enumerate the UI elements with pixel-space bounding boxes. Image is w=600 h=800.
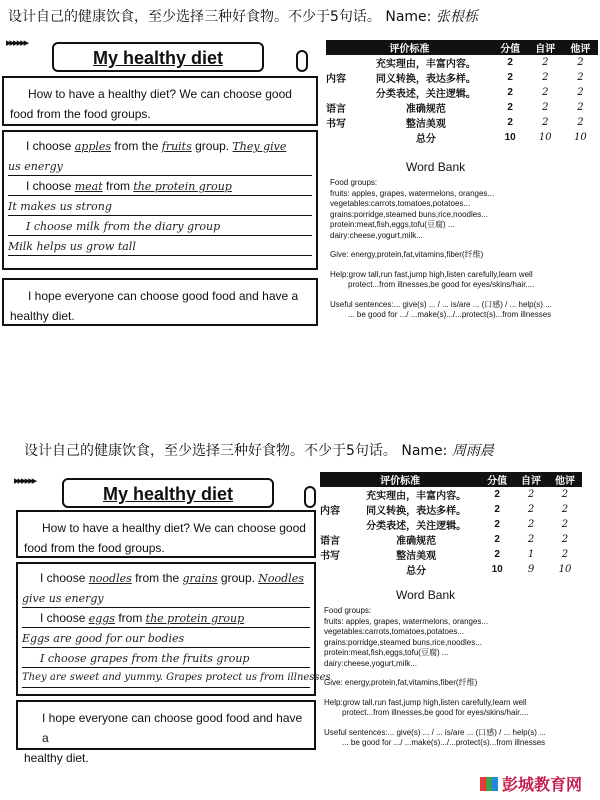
header-self: 自评 [528, 40, 563, 55]
worksheet-2 [0, 430, 600, 765]
row-category: 内容 [326, 74, 346, 85]
text: group. [220, 571, 255, 585]
row-desc: 准确规范 [396, 536, 437, 547]
row-category: 语言 [326, 104, 346, 115]
answer-box [16, 562, 331, 696]
wb-useful-2: ... be good for .../ ...make(s).../...protect(s)...from illnesses [342, 738, 546, 747]
wb-line: vegetables:carrots,tomatoes,potatoes... [324, 627, 465, 636]
row-category [320, 487, 352, 502]
row-category: 书写 [326, 119, 346, 130]
arrow-decoration: ▸▸▸▸▸▸ [14, 475, 36, 487]
wb-help-1: Help:grow tall,run fast,jump high,listen carefully,learn well [330, 269, 533, 279]
question-line-2: food from the food groups. [10, 107, 151, 121]
divider [330, 241, 552, 250]
row-self: 2 [527, 489, 535, 500]
wb-help-1: Help:grow tall,run fast,jump high,listen carefully,learn well [324, 697, 527, 707]
row-score: 10 [504, 132, 516, 143]
row-category [320, 562, 352, 577]
row-category: 语言 [320, 536, 340, 547]
rubric-row [326, 115, 598, 130]
text: I choose [40, 571, 86, 585]
page-title: My healthy diet [92, 48, 224, 68]
row-self: 2 [527, 504, 535, 515]
question-line-1: How to have a healthy diet? We can choose good [28, 87, 292, 101]
wb-help-2: protect...from illnesses,be good for eyes/skins/hair.... [342, 708, 529, 717]
row-desc: 总分 [406, 566, 427, 577]
wb-give: Give: energy,protein,fat,vitamins,fiber(纤维) [330, 250, 484, 259]
row-peer: 2 [577, 102, 584, 113]
text: I choose [26, 139, 72, 153]
word-bank [330, 178, 552, 321]
header-score: 分值 [493, 40, 528, 55]
rubric-total-row [326, 130, 598, 145]
row-category: 书写 [320, 551, 340, 562]
row-peer: 2 [561, 519, 569, 530]
row-peer: 10 [574, 132, 587, 143]
text: from the [114, 139, 159, 153]
row-self: 2 [527, 534, 535, 545]
answer-line-5 [22, 648, 310, 668]
handwriting: noodles [88, 572, 132, 585]
rubric-row [320, 547, 582, 562]
text: from the [135, 571, 180, 585]
rubric-row [326, 85, 598, 100]
handwriting: Eggs are good for our bodies [22, 632, 185, 645]
text: I choose [40, 611, 86, 625]
question-box [2, 76, 318, 126]
row-self: 10 [538, 132, 552, 143]
name-label: Name: [401, 443, 448, 459]
wb-line: grains:porridge,steamed buns,rice,noodles... [324, 637, 482, 647]
closing-box [2, 278, 318, 326]
rubric-header [326, 40, 598, 55]
row-desc: 总分 [415, 134, 436, 145]
worksheet-1 [0, 0, 600, 390]
row-category: 内容 [320, 506, 340, 517]
handwriting: the protein group [133, 180, 232, 193]
title-box [52, 42, 264, 72]
rubric-row [320, 487, 582, 502]
handwriting: Noodles [258, 572, 304, 585]
handwriting: give us energy [22, 592, 104, 605]
rubric-row [326, 70, 598, 85]
student-name: 周雨晨 [451, 443, 494, 459]
divider [330, 261, 552, 270]
watermark-text: 彭城教育网 [502, 775, 583, 794]
wb-line: Food groups: [330, 178, 378, 187]
answer-line-2 [22, 588, 310, 608]
row-score: 2 [494, 549, 500, 560]
row-peer: 2 [577, 57, 584, 68]
wb-useful-1: Useful sentences:... give(s) ... / ... is/are ... (口感) / ... help(s) ... [330, 299, 552, 309]
handwriting: us energy [8, 160, 63, 173]
row-score: 2 [507, 87, 513, 98]
row-desc: 分类表述，关注逻辑。 [366, 521, 467, 532]
answer-line-6 [8, 236, 312, 256]
instruction-text [8, 6, 478, 26]
handwriting: They are sweet and yummy. Grapes protect us from illnesses [22, 672, 331, 683]
row-self: 2 [542, 117, 549, 128]
row-score: 2 [494, 534, 500, 545]
answer-line-5 [8, 216, 312, 236]
row-peer: 2 [561, 549, 569, 560]
wb-line: protein:meat,fish,eggs,tofu(豆腐) ... [330, 220, 455, 229]
closing-line-2: healthy diet. [10, 309, 75, 323]
row-self: 2 [527, 519, 535, 530]
question-box [16, 510, 316, 558]
text: from [118, 611, 143, 625]
paperclip-icon [296, 50, 308, 72]
row-desc: 同义转换，表达多样。 [366, 506, 467, 517]
name-label: Name: [385, 9, 432, 25]
rubric-row [326, 55, 598, 70]
divider [324, 689, 546, 698]
wb-line: dairy:cheese,yogurt,milk... [324, 658, 417, 668]
wb-give: Give: energy,protein,fat,vitamins,fiber(纤维) [324, 678, 478, 687]
handwriting: They give [232, 140, 287, 153]
rubric-table [320, 472, 582, 577]
answer-line-6 [22, 668, 331, 688]
wb-useful-2: ... be good for .../ ...make(s).../...protect(s)...from illnesses [348, 310, 552, 319]
row-score: 2 [494, 504, 500, 515]
handwriting: Milk helps us grow tall [8, 240, 136, 253]
row-self: 2 [542, 57, 549, 68]
handwriting: fruits [161, 140, 192, 153]
divider [330, 291, 552, 300]
row-self: 2 [542, 102, 549, 113]
row-score: 10 [491, 564, 503, 575]
answer-line-4 [22, 628, 310, 648]
wb-line: Food groups: [324, 606, 372, 615]
wb-line: fruits: apples, grapes, watermelons, oranges... [324, 616, 489, 626]
rubric-total-row [320, 562, 582, 577]
row-peer: 2 [561, 504, 569, 515]
handwriting: eggs [88, 612, 115, 625]
handwriting: I choose milk from the diary group [26, 220, 221, 233]
site-logo [480, 772, 582, 795]
handwriting: apples [74, 140, 112, 153]
wb-line: grains:porridge,steamed buns,rice,noodles... [330, 209, 488, 219]
row-category [326, 130, 359, 145]
answer-line-1 [8, 136, 312, 156]
row-peer: 2 [577, 117, 584, 128]
rubric-row [320, 502, 582, 517]
answer-line-2 [8, 156, 312, 176]
divider [324, 669, 546, 678]
wb-help-2: protect...from illnesses,be good for eyes/skins/hair.... [348, 280, 535, 289]
row-desc: 分类表述，关注逻辑。 [375, 89, 476, 100]
row-score: 2 [507, 117, 513, 128]
rubric-row [326, 100, 598, 115]
row-desc: 同义转换，表达多样。 [375, 74, 476, 85]
header-criteria: 评价标准 [326, 40, 493, 55]
rubric-row [320, 532, 582, 547]
word-bank-title: Word Bank [406, 160, 466, 174]
row-score: 2 [494, 489, 500, 500]
row-peer: 2 [577, 87, 584, 98]
row-score: 2 [507, 57, 513, 68]
row-category [326, 55, 359, 70]
row-self: 1 [527, 549, 535, 560]
header-criteria: 评价标准 [320, 472, 480, 487]
question-line-1: How to have a healthy diet? We can choose good [42, 521, 306, 535]
closing-line-1: I hope everyone can choose good food and have a [42, 711, 303, 745]
handwriting: the protein group [145, 612, 245, 625]
wb-line: fruits: apples, grapes, watermelons, oranges... [330, 188, 495, 198]
page-title: My healthy diet [102, 484, 234, 504]
answer-line-1 [22, 568, 310, 588]
row-peer: 2 [577, 72, 584, 83]
handwriting: It makes us strong [8, 200, 112, 213]
closing-line-2: healthy diet. [24, 751, 89, 765]
row-self: 2 [542, 72, 549, 83]
row-category [326, 85, 359, 100]
handwriting: meat [74, 180, 103, 193]
word-bank-title: Word Bank [396, 588, 456, 602]
closing-box [16, 700, 316, 765]
handwriting: grains [182, 572, 218, 585]
rubric-row [320, 517, 582, 532]
header-self: 自评 [514, 472, 548, 487]
closing-line-1: I hope everyone can choose good food and have a [28, 289, 299, 303]
row-self: 9 [527, 564, 535, 575]
row-score: 2 [494, 519, 500, 530]
wb-line: dairy:cheese,yogurt,milk... [330, 230, 423, 240]
row-desc: 充实理由，丰富内容。 [366, 491, 467, 502]
row-peer: 2 [561, 534, 569, 545]
divider [324, 719, 546, 728]
row-category [320, 517, 352, 532]
text: from [105, 179, 130, 193]
row-desc: 充实理由，丰富内容。 [375, 59, 476, 70]
instruction-text [24, 440, 494, 460]
rubric-table [326, 40, 598, 145]
wb-line: protein:meat,fish,eggs,tofu(豆腐) ... [324, 648, 449, 657]
instruction-body: 设计自己的健康饮食，至少选择三种好食物。不少于5句话。 [24, 443, 397, 459]
wb-line: vegetables:carrots,tomatoes,potatoes... [330, 199, 471, 208]
header-peer: 他评 [563, 40, 598, 55]
answer-box [2, 130, 318, 270]
row-peer: 10 [558, 564, 572, 575]
row-desc: 整洁美观 [396, 551, 437, 562]
text: group. [195, 139, 230, 153]
answer-line-3 [8, 176, 312, 196]
text: I choose [26, 179, 72, 193]
rubric-header [320, 472, 582, 487]
answer-line-4 [8, 196, 312, 216]
paperclip-icon [304, 486, 316, 508]
student-name: 张根栎 [435, 9, 478, 25]
row-self: 2 [542, 87, 549, 98]
row-desc: 准确规范 [405, 104, 446, 115]
header-score: 分值 [480, 472, 514, 487]
wb-useful-1: Useful sentences:... give(s) ... / ... is/are ... (口感) / ... help(s) ... [324, 727, 546, 737]
header-peer: 他评 [548, 472, 582, 487]
question-line-2: food from the food groups. [24, 541, 165, 555]
row-score: 2 [507, 72, 513, 83]
answer-line-3 [22, 608, 310, 628]
title-box [62, 478, 274, 508]
instruction-body: 设计自己的健康饮食，至少选择三种好食物。不少于5句话。 [8, 9, 381, 25]
row-score: 2 [507, 102, 513, 113]
handwriting: I choose grapes from the fruits group [40, 652, 250, 665]
row-peer: 2 [561, 489, 569, 500]
arrow-decoration: ▸▸▸▸▸▸ [6, 37, 28, 49]
word-bank [324, 606, 546, 749]
row-desc: 整洁美观 [405, 119, 446, 130]
book-logo-icon [480, 775, 498, 793]
